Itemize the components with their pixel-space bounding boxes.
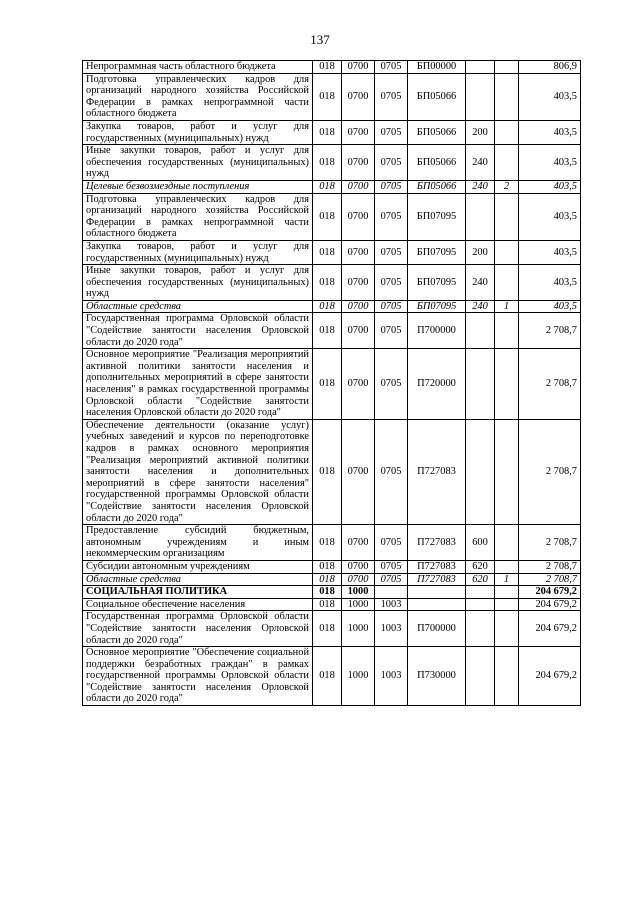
section-code-cell: 0700 [342,73,375,120]
target-article-cell: БП05066 [408,120,466,144]
table-row [83,265,581,301]
expense-name-cell: Закупка товаров, работ и услуг для государственных (муниципальных) нужд [83,240,313,264]
amount-cell: 2 708,7 [519,525,581,561]
expense-type-cell: 240 [466,265,495,301]
amount-cell: 204 679,2 [519,647,581,706]
admin-code-cell: 018 [313,313,342,349]
admin-code-cell: 018 [313,611,342,647]
funding-source-cell: 2 [495,180,519,193]
section-code-cell: 0700 [342,193,375,240]
expense-type-cell: 620 [466,560,495,573]
subsection-code-cell: 0705 [375,265,408,301]
expense-name-cell: Основное мероприятие "Реализация мероприятий активной политики занятости населения и дополнительных мероприятий в сфере занятости населения" в рамках государственной программы Орловской области "Содействие занятости населения Орловской области до 2020 года" [83,349,313,420]
amount-cell: 403,5 [519,180,581,193]
section-code-cell: 0700 [342,61,375,74]
admin-code-cell: 018 [313,560,342,573]
target-article-cell: БП07095 [408,240,466,264]
subsection-code-cell: 0705 [375,525,408,561]
table-row [83,145,581,181]
expense-type-cell: 240 [466,145,495,181]
admin-code-cell: 018 [313,180,342,193]
subsection-code-cell: 0705 [375,120,408,144]
funding-source-cell [495,611,519,647]
section-code-cell: 1000 [342,598,375,611]
section-code-cell: 0700 [342,560,375,573]
table-row [83,193,581,240]
section-code-cell: 0700 [342,145,375,181]
table-row [83,349,581,420]
amount-cell: 403,5 [519,265,581,301]
expense-type-cell: 620 [466,573,495,586]
subsection-code-cell: 0705 [375,573,408,586]
admin-code-cell: 018 [313,61,342,74]
admin-code-cell: 018 [313,193,342,240]
subsection-code-cell: 1003 [375,598,408,611]
subsection-code-cell: 0705 [375,145,408,181]
table-row [83,573,581,586]
funding-source-cell [495,525,519,561]
admin-code-cell: 018 [313,573,342,586]
target-article-cell: БП07095 [408,193,466,240]
subsection-code-cell: 0705 [375,349,408,420]
funding-source-cell [495,598,519,611]
funding-source-cell [495,145,519,181]
section-code-cell: 0700 [342,419,375,524]
funding-source-cell: 1 [495,573,519,586]
subsection-code-cell: 0705 [375,61,408,74]
table-row [83,525,581,561]
admin-code-cell: 018 [313,145,342,181]
expense-type-cell: 600 [466,525,495,561]
section-code-cell: 0700 [342,300,375,313]
admin-code-cell: 018 [313,647,342,706]
expense-type-cell [466,73,495,120]
expense-type-cell: 200 [466,240,495,264]
expense-name-cell: СОЦИАЛЬНАЯ ПОЛИТИКА [83,586,313,599]
funding-source-cell [495,313,519,349]
admin-code-cell: 018 [313,265,342,301]
table-row [83,61,581,74]
expense-name-cell: Иные закупки товаров, работ и услуг для обеспечения государственных (муниципальных) нужд [83,145,313,181]
amount-cell: 2 708,7 [519,349,581,420]
expense-name-cell: Социальное обеспечение населения [83,598,313,611]
table-body [83,61,581,706]
amount-cell: 403,5 [519,300,581,313]
table-row [83,240,581,264]
table-row [83,586,581,599]
subsection-code-cell: 0705 [375,313,408,349]
section-code-cell: 0700 [342,313,375,349]
expense-type-cell: 240 [466,300,495,313]
expense-name-cell: Предоставление субсидий бюджетным, автономным учреждениям и иным некоммерческим организациям [83,525,313,561]
target-article-cell [408,598,466,611]
expense-name-cell: Закупка товаров, работ и услуг для государственных (муниципальных) нужд [83,120,313,144]
expense-type-cell: 200 [466,120,495,144]
page-number: 137 [310,32,330,47]
amount-cell: 403,5 [519,193,581,240]
subsection-code-cell: 0705 [375,560,408,573]
budget-table [82,60,581,706]
expense-name-cell: Подготовка управленческих кадров для организаций народного хозяйства Российской Федерации в рамках непрограммной части областного бюджета [83,73,313,120]
amount-cell: 204 679,2 [519,586,581,599]
expense-name-cell: Целевые безвозмездные поступления [83,180,313,193]
admin-code-cell: 018 [313,300,342,313]
amount-cell: 403,5 [519,145,581,181]
section-code-cell: 0700 [342,265,375,301]
table-row [83,611,581,647]
funding-source-cell [495,120,519,144]
funding-source-cell [495,265,519,301]
funding-source-cell [495,73,519,120]
section-code-cell: 0700 [342,180,375,193]
expense-type-cell [466,419,495,524]
expense-name-cell: Основное мероприятие "Обеспечение социальной поддержки безработных граждан" в рамках государственной программы Орловской области "Содействие занятости населения Орловской области до 2020 года" [83,647,313,706]
expense-name-cell: Субсидии автономным учреждениям [83,560,313,573]
subsection-code-cell: 0705 [375,300,408,313]
target-article-cell [408,586,466,599]
table-row [83,560,581,573]
expense-type-cell [466,647,495,706]
subsection-code-cell [375,586,408,599]
expense-name-cell: Непрограммная часть областного бюджета [83,61,313,74]
target-article-cell: П727083 [408,560,466,573]
funding-source-cell: 1 [495,300,519,313]
table-row [83,419,581,524]
section-code-cell: 1000 [342,586,375,599]
target-article-cell: БП07095 [408,300,466,313]
admin-code-cell: 018 [313,586,342,599]
expense-type-cell [466,611,495,647]
expense-type-cell [466,598,495,611]
expense-name-cell: Обеспечение деятельности (оказание услуг) учебных заведений и курсов по переподготовке кадров в рамках основного мероприятия "Реализация мероприятий активной политики занятости населения и дополнительных мероприятий в сфере занятости населения" государственной программы Орловской области "Содействие занятости населения Орловской области до 2020 года" [83,419,313,524]
target-article-cell: БП05066 [408,145,466,181]
amount-cell: 806,9 [519,61,581,74]
amount-cell: 204 679,2 [519,598,581,611]
admin-code-cell: 018 [313,598,342,611]
admin-code-cell: 018 [313,73,342,120]
target-article-cell: БП05066 [408,180,466,193]
section-code-cell: 0700 [342,240,375,264]
expense-type-cell [466,193,495,240]
section-code-cell: 0700 [342,120,375,144]
amount-cell: 403,5 [519,240,581,264]
section-code-cell: 0700 [342,573,375,586]
expense-type-cell [466,349,495,420]
target-article-cell: П727083 [408,525,466,561]
expense-type-cell: 240 [466,180,495,193]
section-code-cell: 1000 [342,611,375,647]
admin-code-cell: 018 [313,349,342,420]
table-row [83,598,581,611]
funding-source-cell [495,419,519,524]
subsection-code-cell: 0705 [375,193,408,240]
expense-type-cell [466,61,495,74]
funding-source-cell [495,61,519,74]
subsection-code-cell: 0705 [375,419,408,524]
amount-cell: 2 708,7 [519,419,581,524]
funding-source-cell [495,560,519,573]
expense-name-cell: Иные закупки товаров, работ и услуг для обеспечения государственных (муниципальных) нужд [83,265,313,301]
section-code-cell: 0700 [342,525,375,561]
expense-type-cell [466,313,495,349]
target-article-cell: П727083 [408,573,466,586]
section-code-cell: 1000 [342,647,375,706]
expense-type-cell [466,586,495,599]
target-article-cell: БП05066 [408,73,466,120]
admin-code-cell: 018 [313,240,342,264]
subsection-code-cell: 1003 [375,611,408,647]
target-article-cell: П700000 [408,313,466,349]
expense-name-cell: Областные средства [83,573,313,586]
target-article-cell: П700000 [408,611,466,647]
expense-name-cell: Государственная программа Орловской области "Содействие занятости населения Орловской области до 2020 года" [83,611,313,647]
subsection-code-cell: 0705 [375,73,408,120]
subsection-code-cell: 0705 [375,240,408,264]
funding-source-cell [495,586,519,599]
amount-cell: 2 708,7 [519,560,581,573]
section-code-cell: 0700 [342,349,375,420]
expense-name-cell: Государственная программа Орловской области "Содействие занятости населения Орловской области до 2020 года" [83,313,313,349]
target-article-cell: П730000 [408,647,466,706]
admin-code-cell: 018 [313,120,342,144]
expense-name-cell: Подготовка управленческих кадров для организаций народного хозяйства Российской Федерации в рамках непрограммной части областного бюджета [83,193,313,240]
subsection-code-cell: 1003 [375,647,408,706]
table-row [83,313,581,349]
subsection-code-cell: 0705 [375,180,408,193]
table-row [83,180,581,193]
target-article-cell: БП07095 [408,265,466,301]
target-article-cell: БП00000 [408,61,466,74]
funding-source-cell [495,349,519,420]
admin-code-cell: 018 [313,419,342,524]
admin-code-cell: 018 [313,525,342,561]
table-row [83,120,581,144]
table-row [83,73,581,120]
funding-source-cell [495,193,519,240]
table-row [83,300,581,313]
table-row [83,647,581,706]
amount-cell: 2 708,7 [519,573,581,586]
amount-cell: 204 679,2 [519,611,581,647]
expense-name-cell: Областные средства [83,300,313,313]
amount-cell: 403,5 [519,120,581,144]
funding-source-cell [495,647,519,706]
amount-cell: 403,5 [519,73,581,120]
funding-source-cell [495,240,519,264]
target-article-cell: П727083 [408,419,466,524]
amount-cell: 2 708,7 [519,313,581,349]
target-article-cell: П720000 [408,349,466,420]
